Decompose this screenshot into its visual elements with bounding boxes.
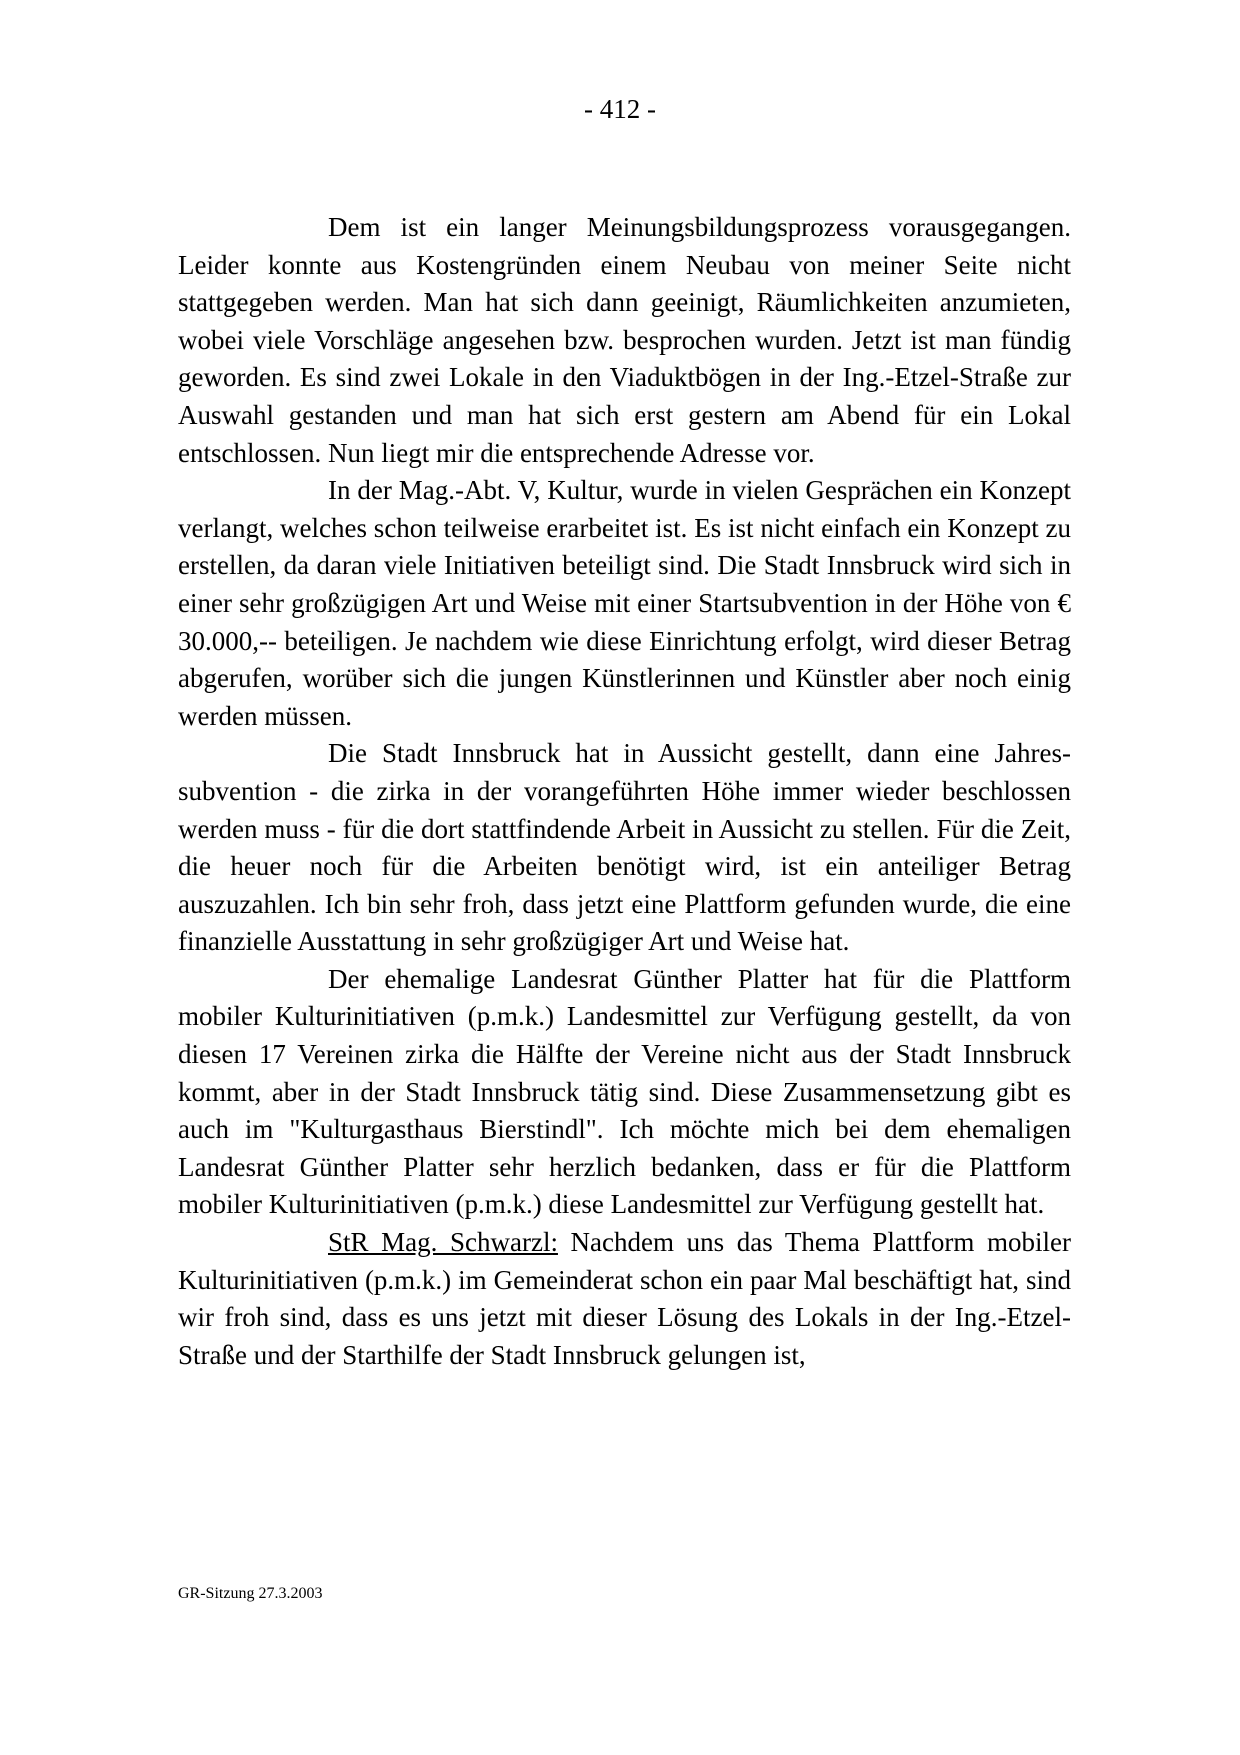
- paragraph-1: [178, 209, 1071, 472]
- paragraph-text: Dem ist ein langer Meinungsbildungsprozess vorausgegangen. Leider konnte aus Kostengründen einem Neubau von meiner Seite nicht stattgegeben werden. Man hat sich dann geeinigt, Räumlichkeiten anzumieten, wobei viele Vorschläge angesehen bzw. besprochen wurden. Jetzt ist man fündig geworden. Es sind zwei Lokale in den Viaduktbögen in der Ing.-Etzel-Straße zur Auswahl gestanden und man hat sich erst gestern am Abend für ein Lokal entschlossen. Nun liegt mir die entsprechende Adresse vor.: [178, 212, 1071, 468]
- paragraph-5: [178, 1224, 1071, 1374]
- paragraph-2: [178, 472, 1071, 735]
- paragraph-text: In der Mag.-Abt. V, Kultur, wurde in vielen Gesprächen ein Konzept verlangt, welches schon teilweise erarbeitet ist. Es ist nicht einfach ein Konzept zu erstellen, da daran viele Initiativen beteiligt sind. Die Stadt Innsbruck wird sich in einer sehr großzügigen Art und Weise mit einer Startsubvention in der Höhe von € 30.000,-- beteiligen. Je nachdem wie diese Einrichtung erfolgt, wird dieser Betrag abgerufen, worüber sich die jungen Künstlerinnen und Künstler aber noch einig werden müssen.: [178, 475, 1071, 731]
- paragraph-4: [178, 961, 1071, 1224]
- paragraph-text: Nachdem uns das Thema Plattform mobiler Kulturinitiativen (p.m.k.) im Gemeinderat schon ein paar Mal beschäftigt hat, sind wir froh sind, dass es uns jetzt mit dieser Lösung des Lokals in der Ing.-Etzel-Straße und der Starthilfe der Stadt Innsbruck gelungen ist,: [178, 1227, 1071, 1370]
- page-number: - 412 -: [584, 94, 656, 124]
- paragraph-text: Die Stadt Innsbruck hat in Aussicht gestellt, dann eine Jahressubvention - die zirka in der vorangeführten Höhe immer wieder beschlossen werden muss - für die dort stattfindende Arbeit in Aussicht zu stellen. Für die Zeit, die heuer noch für die Arbeiten benötigt wird, ist ein anteiliger Betrag auszuzahlen. Ich bin sehr froh, dass jetzt eine Plattform gefunden wurde, die eine finanzielle Ausstattung in sehr großzügiger Art und Weise hat.: [178, 738, 1071, 957]
- speaker-name: StR Mag. Schwarzl:: [328, 1227, 558, 1258]
- footer-session-date: GR-Sitzung 27.3.2003: [178, 1585, 323, 1602]
- body-text: [178, 209, 1071, 1374]
- paragraph-3: [178, 735, 1071, 961]
- paragraph-text: Der ehemalige Landesrat Günther Platter hat für die Plattform mobiler Kulturinitiativen (p.m.k.) Landesmittel zur Verfügung gestellt, da von diesen 17 Vereinen zirka die Hälfte der Vereine nicht aus der Stadt Innsbruck kommt, aber in der Stadt Innsbruck tätig sind. Diese Zusammensetzung gibt es auch im "Kulturgasthaus Bierstindl". Ich möchte mich bei dem ehemaligen Landesrat Günther Platter sehr herzlich bedanken, dass er für die Plattform mobiler Kulturinitiativen (p.m.k.) diese Landesmittel zur Verfügung gestellt hat.: [178, 963, 1071, 1220]
